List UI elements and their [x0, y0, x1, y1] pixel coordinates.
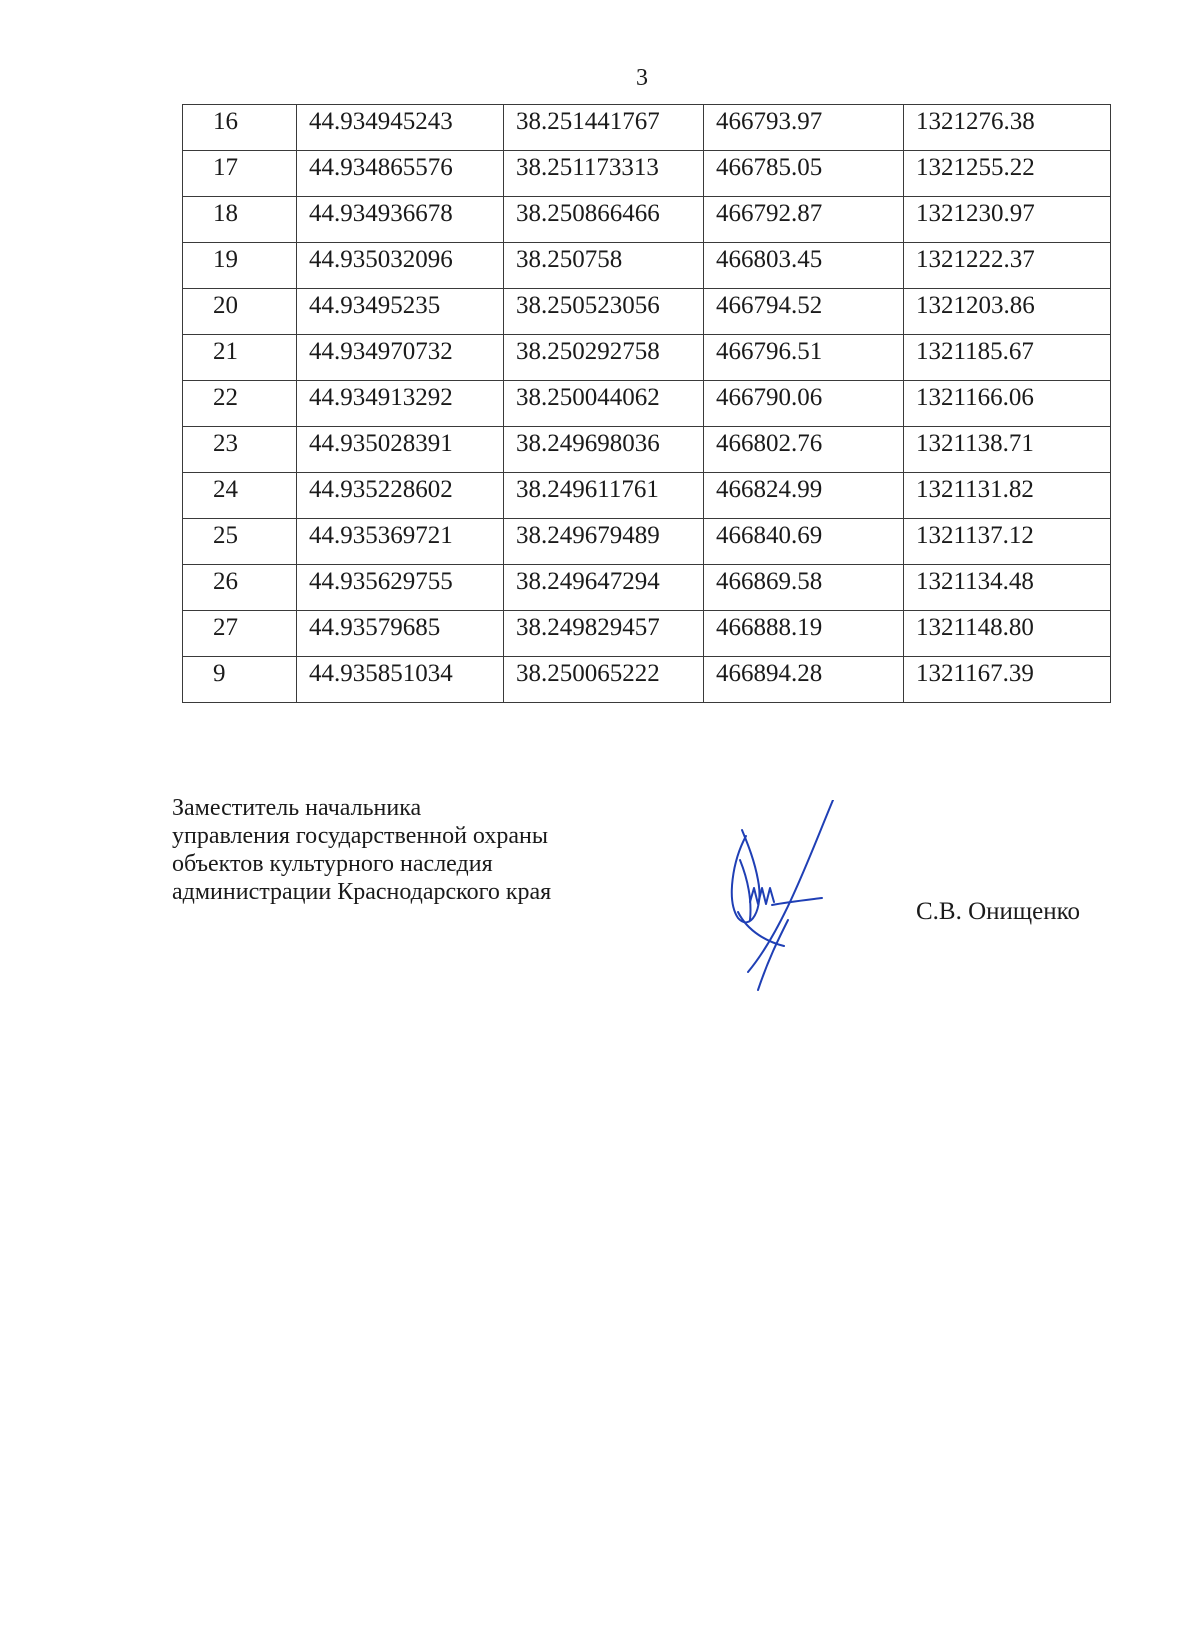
latitude-cell: 44.935032096: [297, 243, 504, 289]
y-coordinate-cell: 1321230.97: [904, 197, 1111, 243]
longitude-cell: 38.250065222: [504, 657, 704, 703]
y-coordinate-cell: 1321222.37: [904, 243, 1111, 289]
latitude-cell: 44.934936678: [297, 197, 504, 243]
coordinates-table: [182, 104, 1111, 703]
latitude-cell: 44.935369721: [297, 519, 504, 565]
longitude-cell: 38.249829457: [504, 611, 704, 657]
table-row: [183, 197, 1111, 243]
table-row: [183, 243, 1111, 289]
x-coordinate-cell: 466792.87: [704, 197, 904, 243]
latitude-cell: 44.934945243: [297, 105, 504, 151]
y-coordinate-cell: 1321276.38: [904, 105, 1111, 151]
table-row: [183, 151, 1111, 197]
x-coordinate-cell: 466803.45: [704, 243, 904, 289]
table-row: [183, 105, 1111, 151]
table-row: [183, 657, 1111, 703]
point-number-cell: 9: [183, 657, 297, 703]
coordinates-table-body: [183, 105, 1111, 703]
point-number-cell: 21: [183, 335, 297, 381]
longitude-cell: 38.249679489: [504, 519, 704, 565]
longitude-cell: 38.250523056: [504, 289, 704, 335]
latitude-cell: 44.93495235: [297, 289, 504, 335]
table-row: [183, 289, 1111, 335]
point-number-cell: 16: [183, 105, 297, 151]
x-coordinate-cell: 466888.19: [704, 611, 904, 657]
table-row: [183, 519, 1111, 565]
longitude-cell: 38.250044062: [504, 381, 704, 427]
longitude-cell: 38.249698036: [504, 427, 704, 473]
x-coordinate-cell: 466840.69: [704, 519, 904, 565]
page-number: 3: [636, 65, 648, 91]
x-coordinate-cell: 466796.51: [704, 335, 904, 381]
latitude-cell: 44.934913292: [297, 381, 504, 427]
longitude-cell: 38.250758: [504, 243, 704, 289]
longitude-cell: 38.249611761: [504, 473, 704, 519]
y-coordinate-cell: 1321166.06: [904, 381, 1111, 427]
y-coordinate-cell: 1321138.71: [904, 427, 1111, 473]
table-row: [183, 335, 1111, 381]
longitude-cell: 38.250292758: [504, 335, 704, 381]
longitude-cell: 38.249647294: [504, 565, 704, 611]
table-row: [183, 611, 1111, 657]
latitude-cell: 44.935228602: [297, 473, 504, 519]
y-coordinate-cell: 1321203.86: [904, 289, 1111, 335]
latitude-cell: 44.934970732: [297, 335, 504, 381]
point-number-cell: 22: [183, 381, 297, 427]
point-number-cell: 18: [183, 197, 297, 243]
point-number-cell: 19: [183, 243, 297, 289]
y-coordinate-cell: 1321185.67: [904, 335, 1111, 381]
latitude-cell: 44.934865576: [297, 151, 504, 197]
signer-position-line: администрации Краснодарского края: [172, 879, 552, 905]
point-number-cell: 17: [183, 151, 297, 197]
table-row: [183, 473, 1111, 519]
y-coordinate-cell: 1321167.39: [904, 657, 1111, 703]
x-coordinate-cell: 466793.97: [704, 105, 904, 151]
x-coordinate-cell: 466790.06: [704, 381, 904, 427]
x-coordinate-cell: 466869.58: [704, 565, 904, 611]
point-number-cell: 23: [183, 427, 297, 473]
x-coordinate-cell: 466785.05: [704, 151, 904, 197]
signer-position-line: управления государственной охраны: [172, 823, 548, 849]
y-coordinate-cell: 1321137.12: [904, 519, 1111, 565]
table-row: [183, 427, 1111, 473]
x-coordinate-cell: 466802.76: [704, 427, 904, 473]
handwritten-signature: [728, 800, 858, 1010]
x-coordinate-cell: 466894.28: [704, 657, 904, 703]
signer-position-line: объектов культурного наследия: [172, 851, 493, 877]
y-coordinate-cell: 1321134.48: [904, 565, 1111, 611]
latitude-cell: 44.935028391: [297, 427, 504, 473]
signer-position-line: Заместитель начальника: [172, 795, 422, 821]
signer-name: С.В. Онищенко: [916, 898, 1081, 925]
latitude-cell: 44.93579685: [297, 611, 504, 657]
signer-position: [172, 794, 652, 906]
longitude-cell: 38.251173313: [504, 151, 704, 197]
point-number-cell: 26: [183, 565, 297, 611]
longitude-cell: 38.250866466: [504, 197, 704, 243]
longitude-cell: 38.251441767: [504, 105, 704, 151]
point-number-cell: 20: [183, 289, 297, 335]
y-coordinate-cell: 1321131.82: [904, 473, 1111, 519]
y-coordinate-cell: 1321255.22: [904, 151, 1111, 197]
table-row: [183, 565, 1111, 611]
point-number-cell: 24: [183, 473, 297, 519]
y-coordinate-cell: 1321148.80: [904, 611, 1111, 657]
latitude-cell: 44.935629755: [297, 565, 504, 611]
x-coordinate-cell: 466794.52: [704, 289, 904, 335]
point-number-cell: 25: [183, 519, 297, 565]
latitude-cell: 44.935851034: [297, 657, 504, 703]
table-row: [183, 381, 1111, 427]
x-coordinate-cell: 466824.99: [704, 473, 904, 519]
point-number-cell: 27: [183, 611, 297, 657]
